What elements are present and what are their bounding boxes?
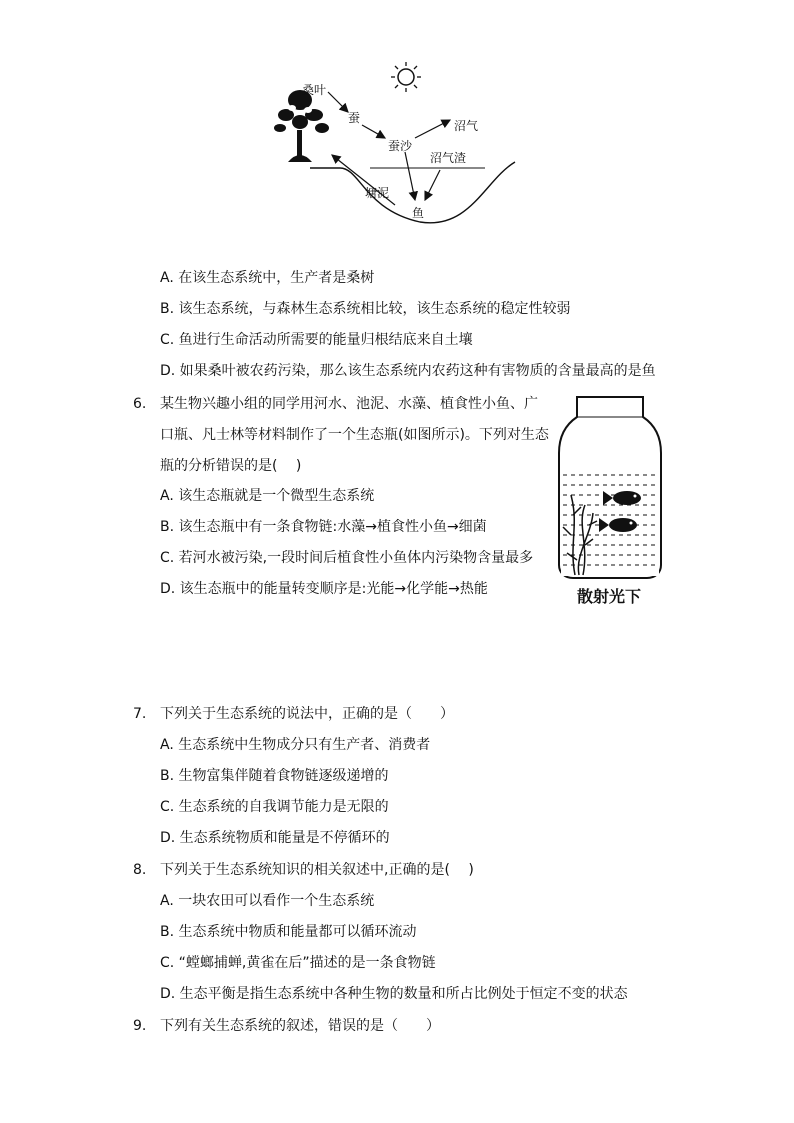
q5-option-d: D. 如果桑叶被农药污染，那么该生态系统内农药这种有害物质的含量最高的是鱼 [160, 363, 656, 379]
label-cansha: 蚕沙 [388, 139, 413, 153]
q7-option-c: C. 生态系统的自我调节能力是无限的 [160, 799, 389, 815]
q5-option-c: C. 鱼进行生命活动所需要的能量归根结底来自土壤 [160, 332, 473, 348]
q5-option-a: A. 在该生态系统中，生产者是桑树 [160, 270, 375, 286]
q6-stem-line2: 口瓶、凡士林等材料制作了一个生态瓶(如图所示)。下列对生态 [160, 427, 549, 443]
sun-icon [391, 62, 421, 92]
q7-option-a: A. 生态系统中生物成分只有生产者、消费者 [160, 737, 431, 753]
q7-stem: 下列关于生态系统的说法中，正确的是（ ） [160, 706, 454, 722]
q6-option-d: D. 该生态瓶中的能量转变顺序是:光能→化学能→热能 [160, 581, 488, 597]
q6-number: 6. [133, 396, 147, 412]
q8-number: 8. [133, 862, 147, 878]
q6-option-c: C. 若河水被污染,一段时间后植食性小鱼体内污染物含量最多 [160, 550, 534, 566]
q6-option-a: A. 该生态瓶就是一个微型生态系统 [160, 488, 375, 504]
q8-option-b: B. 生态系统中物质和能量都可以循环流动 [160, 924, 417, 940]
q8-option-d: D. 生态平衡是指生态系统中各种生物的数量和所占比例处于恒定不变的状态 [160, 986, 628, 1002]
label-yu: 鱼 [412, 206, 425, 220]
q6-option-b: B. 该生态瓶中有一条食物链:水藻→植食性小鱼→细菌 [160, 519, 487, 535]
q7-number: 7. [133, 706, 147, 722]
q9-number: 9. [133, 1018, 147, 1034]
mulberry-tree-icon [274, 90, 329, 162]
q8-option-c: C. “螳螂捕蝉,黄雀在后”描述的是一条食物链 [160, 955, 436, 971]
q5-option-b: B. 该生态系统，与森林生态系统相比较，该生态系统的稳定性较弱 [160, 301, 571, 317]
q7-option-d: D. 生态系统物质和能量是不停循环的 [160, 830, 390, 846]
label-zhaoqi: 沼气 [454, 119, 479, 133]
ecological-jar-diagram [555, 395, 665, 580]
q9-stem: 下列有关生态系统的叙述，错误的是（ ） [160, 1018, 440, 1034]
q6-figure-caption: 散射光下 [577, 587, 642, 606]
q6-stem-line3: 瓶的分析错误的是( ) [160, 458, 302, 474]
q6-stem-line1: 某生物兴趣小组的同学用河水、池泥、水藻、植食性小鱼、广 [160, 396, 538, 412]
q8-option-a: A. 一块农田可以看作一个生态系统 [160, 893, 375, 909]
label-can: 蚕 [348, 111, 361, 125]
label-sangye: 桑叶 [302, 83, 327, 97]
label-tangni: 塘泥 [365, 186, 390, 200]
q7-option-b: B. 生物富集伴随着食物链逐级递增的 [160, 768, 389, 784]
ecosystem-diagram [270, 60, 530, 235]
label-zhaoqizha: 沼气渣 [430, 151, 467, 165]
q8-stem: 下列关于生态系统知识的相关叙述中,正确的是( ) [160, 862, 474, 878]
